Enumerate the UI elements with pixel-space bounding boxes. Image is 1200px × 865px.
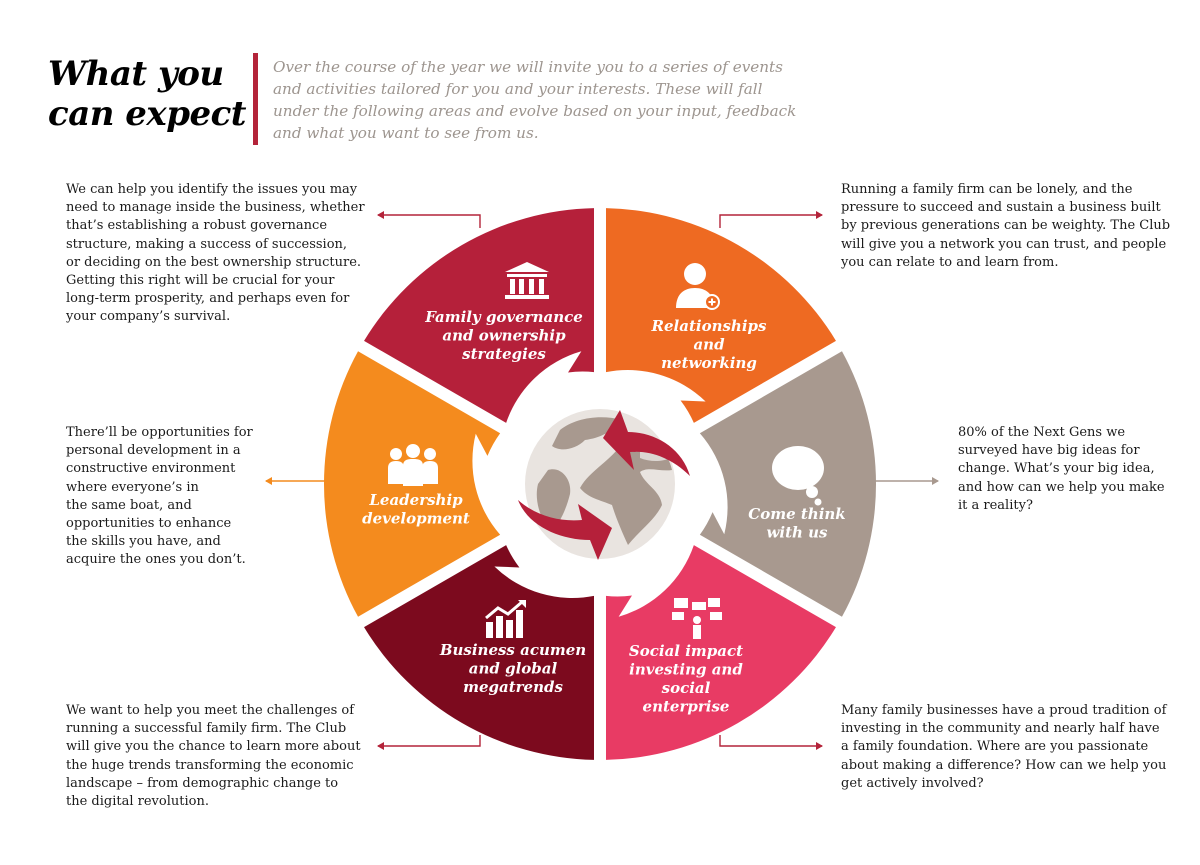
- relationships-connector: [720, 215, 822, 228]
- segment-label-line: social: [661, 679, 711, 697]
- business-description: We want to help you meet the challenges of running a successful family firm. The Club will give you the chance to learn more about the huge trends transforming the economic landscape – from demographic change to the digital revolution.: [66, 703, 361, 810]
- segment-label-line: enterprise: [642, 697, 730, 716]
- segment-label-line: development: [362, 509, 470, 528]
- leadership-description: There’ll be opportunities for personal development in a constructive environment where everyone’s in the same boat, and opportunities to enhance the skills you have, and acquire the ones you don’t.: [66, 425, 253, 568]
- segment-label-line: megatrends: [463, 678, 563, 696]
- segment-label-line: and: [693, 335, 725, 354]
- social-description: Many family businesses have a proud tradition of investing in the community and nearly half have a family foundation. Where are you passionate about making a difference? How can we help you get actively involved?: [841, 703, 1167, 791]
- intro-text: Over the course of the year we will invite you to a series of events and activities tailored for you and your interests. These will fall under the following areas and evolve based on your input, feedback and what you want to see from us.: [273, 58, 797, 142]
- segment-label-line: Family governance: [425, 308, 583, 326]
- segment-label-line: Business acumen: [439, 641, 587, 659]
- social-connector: [720, 735, 822, 746]
- segment-label-line: Relationships: [651, 317, 767, 335]
- segment-label-line: Leadership: [369, 491, 463, 509]
- relationships-description: Running a family firm can be lonely, and the pressure to succeed and sustain a business built by previous generations can be weighty. The Club will give you a network you can trust, and people you can relate to and learn from.: [841, 182, 1171, 270]
- segment-label-line: Social impact: [628, 642, 744, 660]
- segment-label-leadership: [362, 491, 470, 528]
- segment-label-line: Come think: [748, 505, 846, 523]
- group-people-icon: [388, 444, 438, 486]
- segment-label-line: and global: [468, 659, 558, 678]
- business-connector: [378, 735, 480, 746]
- segment-label-line: with us: [766, 523, 828, 542]
- governance-description: We can help you identify the issues you may need to manage inside the business, whether that’s establishing a robust governance structure, making a success of succession, or deciding on the best ownership structure. Getting this right will be crucial for your long-term prosperity, and perhaps even for your company’s survival.: [66, 182, 365, 325]
- title-line-1: What you: [48, 54, 224, 94]
- title-line-2: can expect: [48, 94, 247, 134]
- segment-label-line: networking: [661, 354, 757, 372]
- governance-connector: [378, 215, 480, 228]
- segment-label-line: strategies: [462, 345, 546, 363]
- segment-label-line: investing and: [629, 660, 743, 679]
- come-think-description: 80% of the Next Gens we surveyed have big ideas for change. What’s your big idea, and how can we help you make it a reality?: [958, 425, 1165, 513]
- segment-label-line: and ownership: [442, 326, 566, 345]
